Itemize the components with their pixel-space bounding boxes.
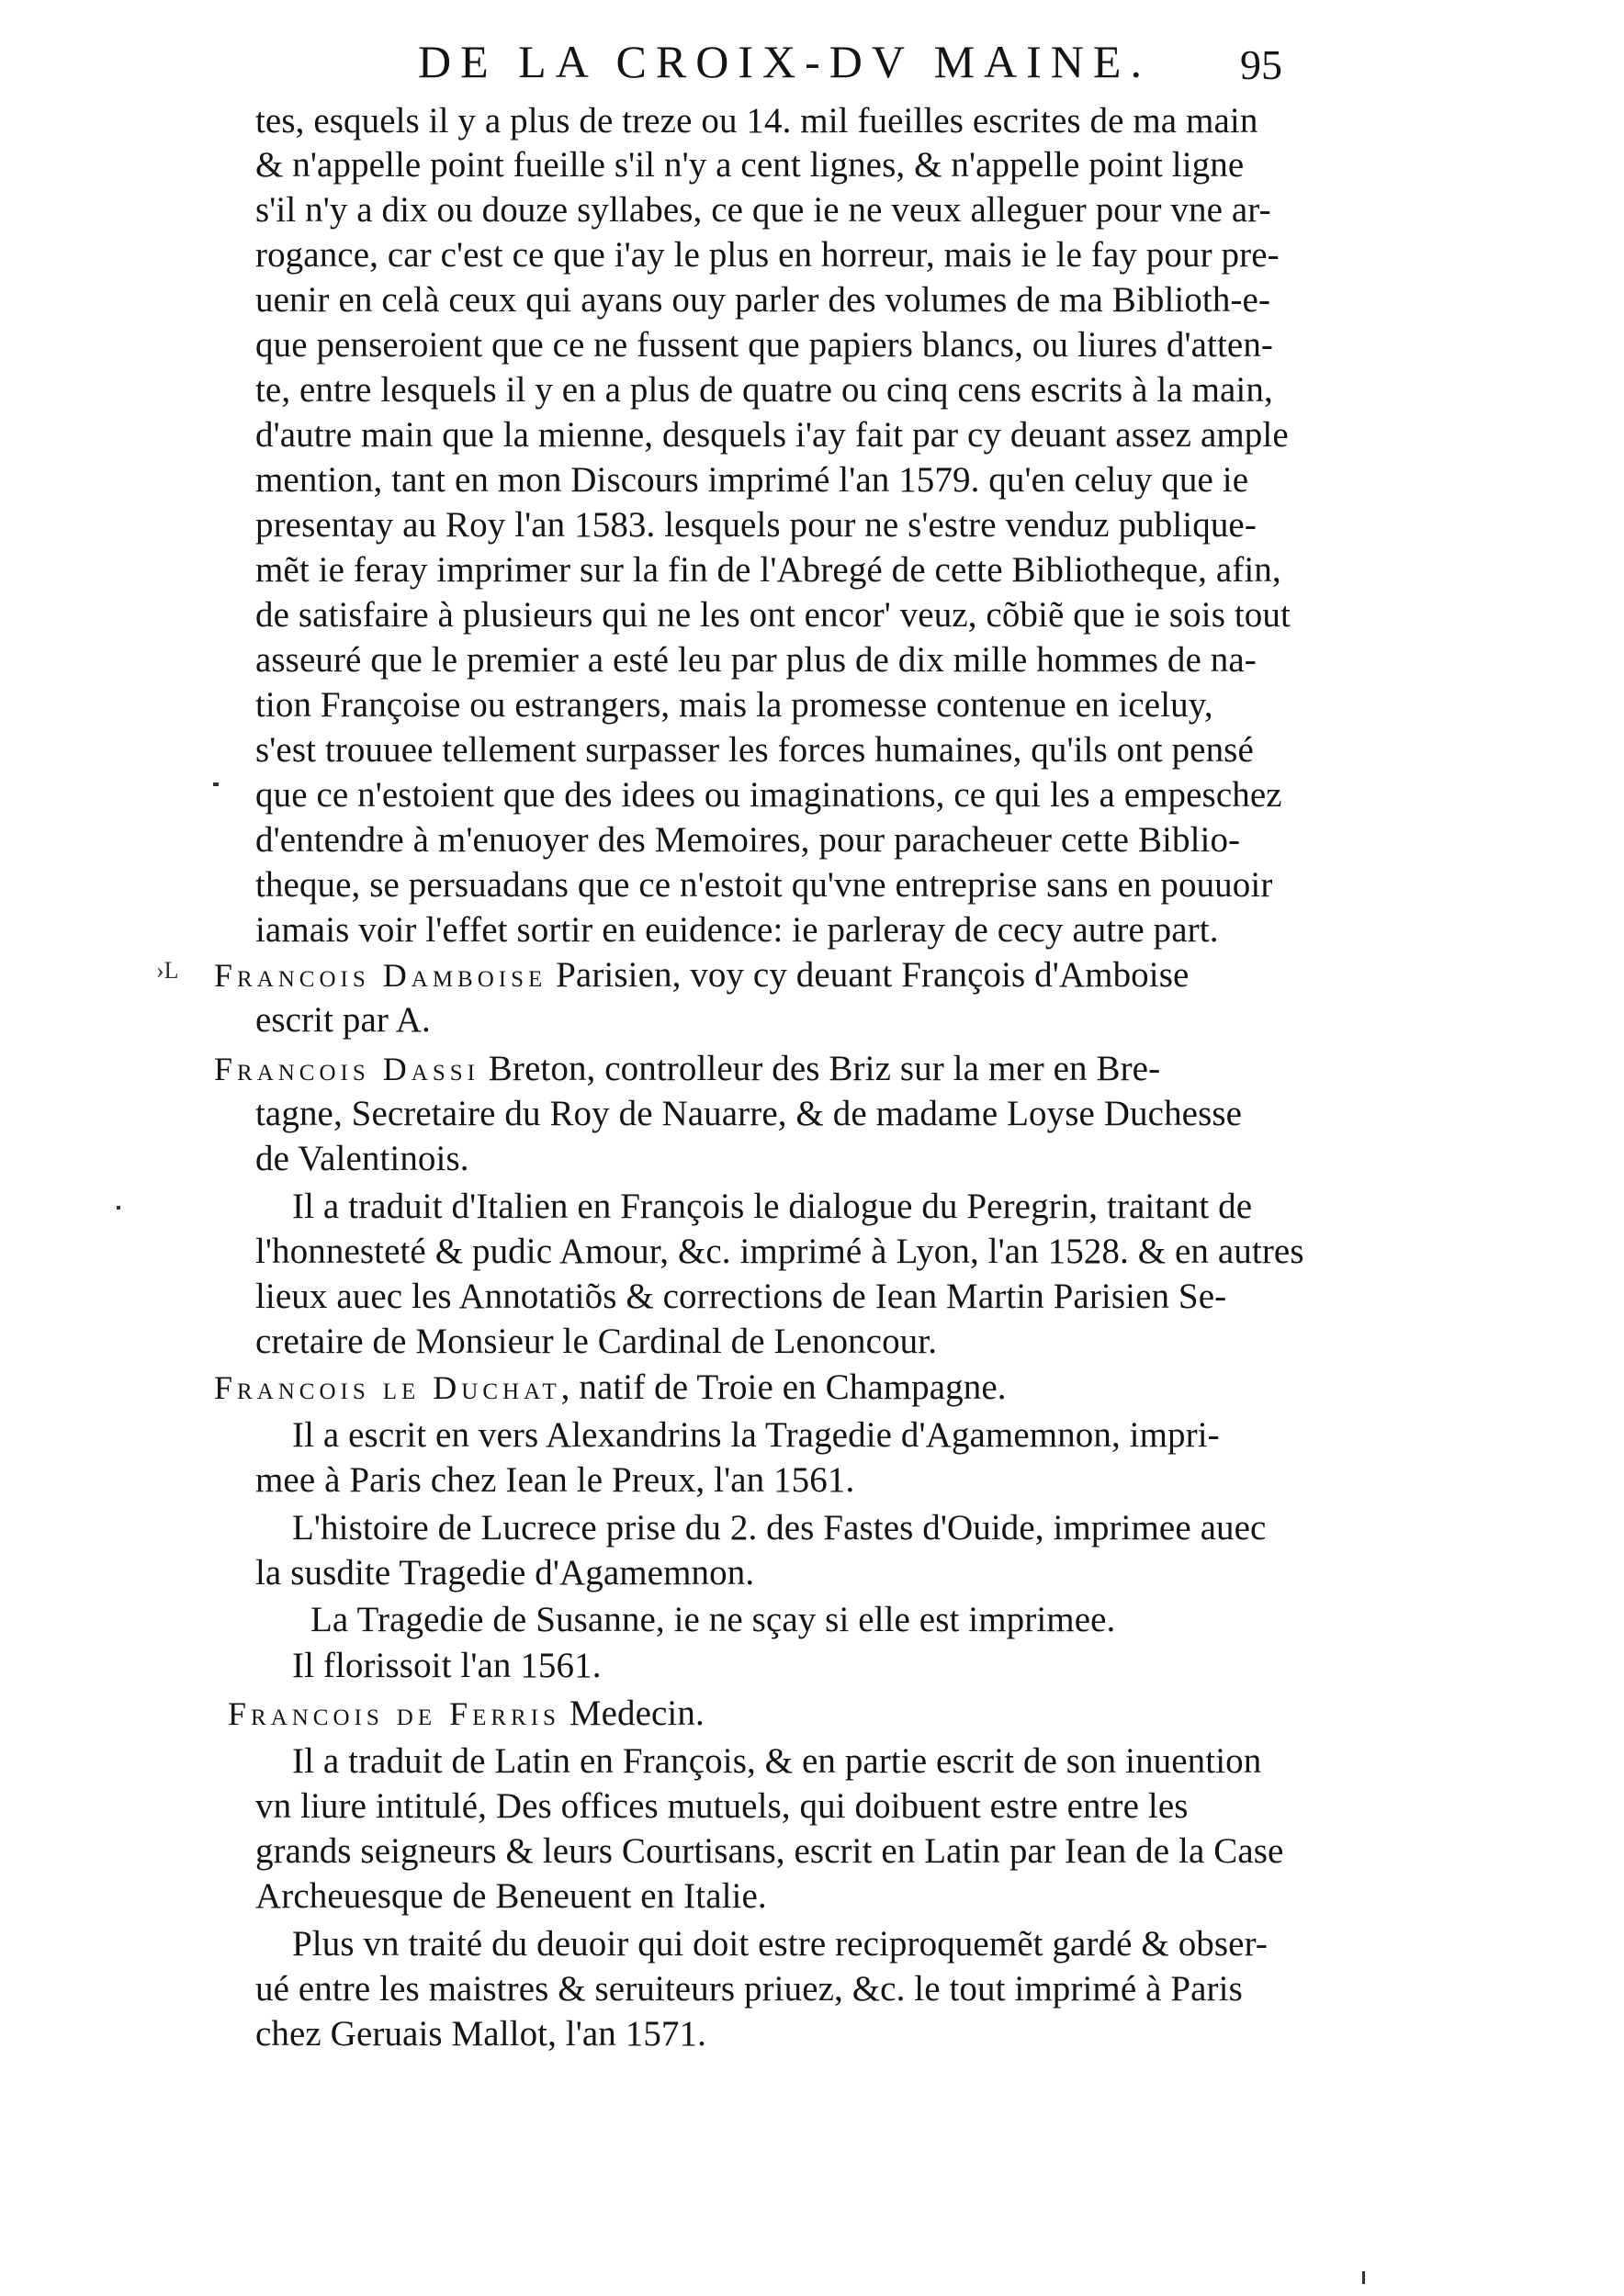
text-line: grands seigneurs & leurs Courtisans, escrit en Latin par Iean de la Case [255, 1831, 1284, 1871]
text-line: lieux auec les Annotatiõs & corrections de Iean Martin Parisien Se- [255, 1277, 1227, 1316]
text-line: de satisfaire à plusieurs qui ne les ont encor' veuz, cõbiẽ que ie sois tout [255, 595, 1291, 635]
entry-heading [214, 1366, 1007, 1410]
text-line: uenir en celà ceux qui ayans ouy parler des volumes de ma Biblioth-e- [255, 280, 1271, 320]
text-line: la susdite Tragedie d'Agamemnon. [255, 1553, 755, 1593]
text-line: Plus vn traité du deuoir qui doit estre reciproquemẽt gardé & obser- [292, 1924, 1268, 1964]
text-line: s'il n'y a dix ou douze syllabes, ce que ie ne veux alleguer pour vne ar- [255, 190, 1271, 230]
text-line: theque, se persuadans que ce n'estoit qu'vne entreprise sans en pouuoir [255, 865, 1273, 905]
text-line: d'autre main que la mienne, desquels i'ay fait par cy deuant assez ample [255, 415, 1289, 455]
ink-speck [117, 1206, 120, 1210]
text-line: presentay au Roy l'an 1583. lesquels pour ne s'estre venduz publique- [255, 505, 1257, 545]
text-line: chez Geruais Mallot, l'an 1571. [255, 2014, 706, 2054]
text-line: que penseroient que ce ne fussent que papiers blancs, ou liures d'atten- [255, 325, 1274, 365]
text-line: te, entre lesquels il y en a plus de quatre ou cinq cens escrits à la main, [255, 370, 1273, 410]
page-number: 95 [1240, 41, 1282, 88]
text-line: vn liure intitulé, Des offices mutuels, qui doibuent estre entre les [255, 1786, 1189, 1826]
text-line: cretaire de Monsieur le Cardinal de Lenoncour. [255, 1322, 938, 1361]
ink-speck [1362, 2271, 1365, 2284]
text-line: rogance, car c'est ce que i'ay le plus en horreur, mais ie le fay pour pre- [255, 235, 1280, 275]
text-line: asseuré que le premier a esté leu par plus de dix mille hommes de na- [255, 640, 1257, 680]
entry-text: , natif de Troie en Champagne. [560, 1367, 1007, 1407]
text-line: iamais voir l'effet sortir en euidence: ie parleray de cecy autre part. [255, 910, 1219, 950]
text-line: Il a escrit en vers Alexandrins la Tragedie d'Agamemnon, impri- [292, 1415, 1220, 1455]
text-line: ué entre les maistres & seruiteurs priuez, &c. le tout imprimé à Paris [255, 1969, 1243, 2009]
text-line: escrit par A. [255, 1000, 431, 1040]
entry-name: Francois Damboise [214, 957, 547, 994]
text-line: & n'appelle point fueille s'il n'y a cent lignes, & n'appelle point ligne [255, 145, 1245, 185]
entry-heading [214, 953, 1189, 997]
text-line: s'est trouuee tellement surpasser les forces humaines, qu'ils ont pensé [255, 730, 1254, 770]
running-head: DE LA CROIX-DV MAINE. [418, 36, 1151, 87]
text-line: Il florissoit l'an 1561. [292, 1646, 602, 1685]
entry-heading [228, 1692, 705, 1736]
text-line: L'histoire de Lucrece prise du 2. des Fastes d'Ouide, imprimee auec [292, 1508, 1267, 1548]
margin-mark: ›L [156, 957, 179, 984]
text-line: mẽt ie feray imprimer sur la fin de l'Abregé de cette Bibliotheque, afin, [255, 550, 1281, 590]
text-line: Il a traduit d'Italien en François le dialogue du Peregrin, traitant de [292, 1187, 1253, 1226]
text-line: que ce n'estoient que des idees ou imaginations, ce qui les a empeschez [255, 775, 1282, 815]
entry-text: Parisien, voy cy deuant François d'Amboise [547, 955, 1190, 995]
text-line: mee à Paris chez Iean le Preux, l'an 1561. [255, 1460, 855, 1500]
entry-name: Francois le Duchat [214, 1369, 561, 1406]
entry-name: Francois de Ferris [228, 1695, 560, 1732]
text-line: tagne, Secretaire du Roy de Nauarre, & de madame Loyse Duchesse [255, 1094, 1243, 1133]
entry-heading [214, 1047, 1160, 1091]
text-line: tes, esquels il y a plus de treze ou 14. mil fueilles escrites de ma main [255, 101, 1258, 141]
text-line: l'honnesteté & pudic Amour, &c. imprimé à Lyon, l'an 1528. & en autres [255, 1232, 1304, 1271]
text-line: La Tragedie de Susanne, ie ne sçay si elle est imprimee. [310, 1600, 1116, 1639]
entry-name: Francois Dassi [214, 1051, 479, 1087]
text-line: Archeuesque de Beneuent en Italie. [255, 1876, 767, 1916]
text-line: tion Françoise ou estrangers, mais la promesse contenue en iceluy, [255, 685, 1213, 725]
ink-speck [213, 782, 219, 786]
text-line: d'entendre à m'enuoyer des Memoires, pour paracheuer cette Biblio- [255, 820, 1241, 860]
entry-text: Medecin. [559, 1694, 705, 1733]
text-line: de Valentinois. [255, 1139, 469, 1178]
text-line: Il a traduit de Latin en François, & en partie escrit de son inuention [292, 1741, 1262, 1781]
text-line: mention, tant en mon Discours imprimé l'an 1579. qu'en celuy que ie [255, 460, 1249, 500]
entry-text: Breton, controlleur des Briz sur la mer en Bre- [479, 1049, 1161, 1088]
